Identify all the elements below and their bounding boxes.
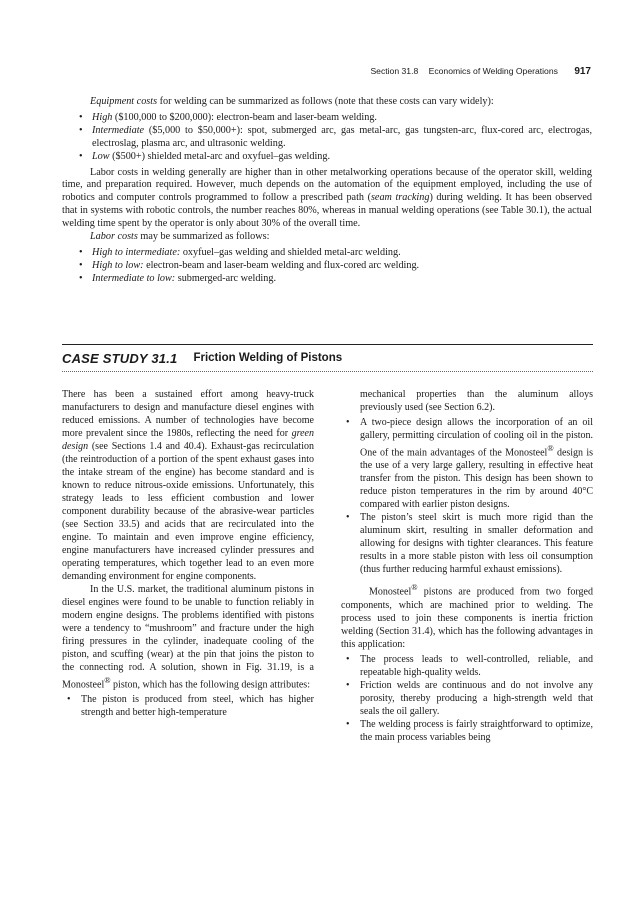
list-item: • High to intermediate: oxyfuel–gas welding and shielded metal-arc welding.: [62, 247, 592, 260]
monosteel-paragraph: Monosteel® pistons are produced from two forged components, which are machined prior to welding. The process used to join these components is inertia friction welding (Section 31.4), which has the following advantages in this application:: [341, 583, 593, 650]
list-item: • High to low: electron-beam and laser-beam welding and flux-cored arc welding.: [62, 260, 592, 273]
list-item: • The piston’s steel skirt is much more rigid than the aluminum skirt, resulting in smaller deformation and allowing for designs with tighter clearances. This feature results in a more stable piston with less oil consumption (thus further reducing harmful exhaust emissions).: [341, 511, 593, 576]
list-item: • The process leads to well-controlled, reliable, and repeatable high-quality welds.: [341, 653, 593, 679]
case-study-column-right: [341, 388, 593, 746]
labor-costs-paragraph: Labor costs in welding generally are higher than in other metalworking operations because of the operator skill, welding time, and preparation required. However, much depends on the automation of the equipment employed, including the use of robotics and computer controls programmed to follow a prescribed path (seam tracking) during welding. It has been observed that in systems with robotic controls, the number reaches 80%, whereas in manual welding operations (see Table 30.1), the actual welding time spent by the operator is only about 30% of the overall time.: [62, 166, 593, 230]
list-item: • Intermediate to low: submerged-arc welding.: [62, 273, 592, 286]
list-item: • Intermediate ($5,000 to $50,000+): spot, submerged arc, gas metal-arc, gas tungsten-arc, flux-cored arc, electrogas, electroslag, plasma arc, and ultrasonic welding.: [62, 125, 592, 151]
header-section: Section 31.8: [370, 66, 419, 76]
list-item: • The welding process is fairly straightforward to optimize, the main process variables being: [341, 718, 593, 744]
running-header: [0, 66, 591, 80]
case-study-heading: [62, 344, 593, 372]
case-study-label: CASE STUDY 31.1: [62, 350, 178, 366]
bullet-continuation: mechanical properties than the aluminum alloys previously used (see Section 6.2).: [360, 389, 593, 413]
case-study-column-left: [62, 388, 314, 721]
list-item: • Friction welds are continuous and do not involve any porosity, thereby producing a high-strength weld that seals the oil gallery.: [341, 679, 593, 718]
list-item: • A two-piece design allows the incorporation of an oil gallery, permitting circulation of cooling oil in the piston. One of the main advantages of the Monosteel® design is the use of a very large gallery, resulting in effective heat transfer from the piston. This design has been shown to reduce piston temperatures in the rim by around 40°C compared with earlier piston designs.: [341, 416, 593, 511]
page-number: 917: [574, 66, 591, 77]
list-item: • The piston is produced from steel, which has higher strength and better high-temperature: [62, 693, 314, 719]
equipment-costs-list: [62, 112, 592, 164]
list-item: • Low ($500+) shielded metal-arc and oxyfuel–gas welding.: [62, 151, 592, 164]
welding-advantages-list: [341, 653, 593, 744]
labor-costs-list: [62, 247, 592, 286]
design-attributes-list: [62, 693, 314, 719]
case-paragraph-1: There has been a sustained effort among heavy-truck manufacturers to design and manufacture diesel engines with reduced emissions. A number of technologies have become more prevalent since the 1980s, reflecting the need for green design (see Sections 1.4 and 40.4). Exhaust-gas recirculation (the reintroduction of a portion of the spent exhaust gases into the intake stream of the engine) has become standard and is known to reduce nitrous-oxide emissions. Unfortunately, this strategy leads to less efficient combustion and lower component durability because of the abrasive-wear particles (see Section 33.5) and acids that are recirculated into the engine. To maintain and even improve engine efficiency, engine manufacturers have increased cylinder pressures and operating temperatures, which together lead to an even more demanding environment for engine components.: [62, 389, 314, 582]
equipment-costs-intro: Equipment costs for welding can be summarized as follows (note that these costs can vary widely):: [90, 96, 494, 107]
labor-costs-intro: Labor costs may be summarized as follows:: [90, 231, 270, 243]
cost-summary-section: [62, 96, 592, 289]
case-paragraph-2: In the U.S. market, the traditional aluminum pistons in diesel engines were found to be unable to function reliably in modern engine designs. The problems identified with pistons were a tendency to “mushroom” and fracture under the high firing pressures in the cylinder, inadequate cooling of the piston, and scuffing (wear) at the pin that joins the piston to the connecting rod. A solution, shown in Fig. 31.19, is a Monosteel® piston, which has the following design attributes:: [62, 584, 314, 691]
design-attributes-list-cont: [341, 416, 593, 576]
header-title: Economics of Welding Operations: [428, 66, 558, 76]
case-study-title: Friction Welding of Pistons: [193, 352, 343, 364]
list-item: • High ($100,000 to $200,000): electron-beam and laser-beam welding.: [62, 112, 592, 125]
